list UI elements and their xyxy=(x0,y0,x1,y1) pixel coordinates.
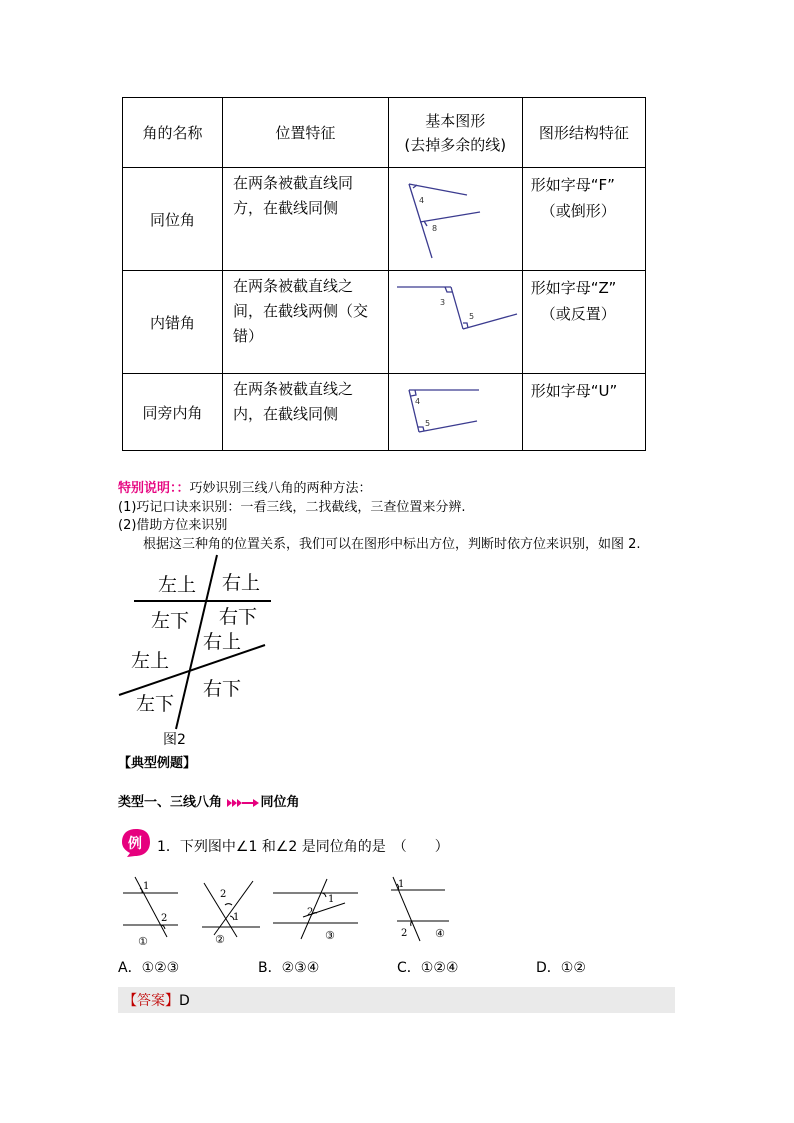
feature-line1: 形如字母“Z” xyxy=(530,279,617,297)
angle-label: 2 xyxy=(307,907,314,918)
table-header-row xyxy=(123,98,646,168)
angle-label: 3 xyxy=(439,298,445,307)
angle-label: 8 xyxy=(431,224,437,233)
angle-label: 1 xyxy=(233,912,240,923)
type-title-main: 类型一、三线八角 xyxy=(118,795,223,810)
position-text: 在两条被截直线之内，在截线同侧 xyxy=(233,380,354,423)
example-question: 1．下列图中∠1 和∠2 是同位角的是 （ ） xyxy=(157,839,449,855)
header-name: 角的名称 xyxy=(123,98,223,168)
special-note-text: 巧妙识别三线八角的两种方法： xyxy=(189,481,372,496)
example-badge-label: 例 xyxy=(128,836,142,852)
region-label: 右上 xyxy=(203,631,242,653)
angle-label: 2 xyxy=(220,889,227,900)
answer-tag: 【答案】 xyxy=(123,993,179,1009)
type-title xyxy=(118,794,300,812)
figure-number: ④ xyxy=(435,927,445,940)
option-d[interactable]: D．①② xyxy=(536,960,586,976)
header-position: 位置特征 xyxy=(223,98,389,168)
method-1: (1)巧记口诀来识别：一看三线，二找截线，三查位置来分辨. xyxy=(118,500,466,515)
figure-2-caption: 图2 xyxy=(163,732,186,748)
method-2: (2)借助方位来识别 xyxy=(118,518,228,533)
header-shape-line1: 基本图形 xyxy=(425,111,486,130)
arrow-icon xyxy=(227,798,261,808)
answer-value: D xyxy=(179,993,190,1009)
feature-cell xyxy=(522,168,645,271)
feature-line1: 形如字母“F” xyxy=(530,176,615,194)
region-label: 右下 xyxy=(219,606,258,628)
special-note-label: 特别说明：： xyxy=(118,481,190,496)
header-shape xyxy=(388,98,522,168)
example-figures xyxy=(115,875,475,945)
angle-types-table xyxy=(122,97,646,451)
f-shape-figure xyxy=(389,168,522,270)
angle-label: 2 xyxy=(161,913,168,924)
feature-cell xyxy=(522,271,645,374)
region-label: 左下 xyxy=(151,610,190,632)
region-label: 右上 xyxy=(222,572,261,594)
shape-cell xyxy=(388,271,522,374)
position-cell xyxy=(223,168,389,271)
table-row xyxy=(123,374,646,451)
option-a[interactable]: A．①②③ xyxy=(118,960,180,976)
example-badge-icon xyxy=(121,828,151,858)
type-title-sub: 同位角 xyxy=(260,795,300,810)
position-text: 在两条被截直线之间，在截线两侧（交错） xyxy=(233,277,369,345)
angle-label: 1 xyxy=(328,894,335,905)
angle-label: 5 xyxy=(468,312,474,321)
region-label: 左上 xyxy=(131,650,170,672)
section-title: 【典型例题】 xyxy=(118,756,197,771)
z-shape-figure xyxy=(389,271,522,373)
answer-box xyxy=(118,987,675,1013)
angle-label: 4 xyxy=(418,196,424,205)
region-label: 左下 xyxy=(136,693,175,715)
method-2-detail: 根据这三种角的位置关系，我们可以在图形中标出方位，判断时依方位来识别，如图 2. xyxy=(143,537,641,552)
shape-cell xyxy=(388,374,522,451)
feature-line2: （或倒形） xyxy=(540,202,616,220)
angle-label: 5 xyxy=(424,419,430,428)
angle-name: 同旁内角 xyxy=(123,374,223,451)
table-row xyxy=(123,271,646,374)
header-structure: 图形结构特征 xyxy=(522,98,645,168)
angle-label: 1 xyxy=(143,881,150,892)
position-cell xyxy=(223,374,389,451)
angle-label: 1 xyxy=(398,879,405,890)
region-label: 左上 xyxy=(158,574,197,596)
angle-label: 4 xyxy=(414,397,420,406)
feature-line1: 形如字母“U” xyxy=(530,382,618,400)
angle-name: 同位角 xyxy=(123,168,223,271)
angle-label: 2 xyxy=(401,928,408,939)
answer-options xyxy=(0,957,794,979)
figure-number: ③ xyxy=(325,929,335,942)
feature-cell xyxy=(522,374,645,451)
region-label: 右下 xyxy=(203,678,242,700)
position-cell xyxy=(223,271,389,374)
figure-number: ② xyxy=(215,933,225,945)
figure-number: ① xyxy=(138,935,148,945)
answer-line xyxy=(123,990,190,1010)
table-row xyxy=(123,168,646,271)
header-shape-line2: (去掉多余的线) xyxy=(404,135,507,154)
option-b[interactable]: B．②③④ xyxy=(258,960,320,976)
angle-name: 内错角 xyxy=(123,271,223,374)
special-note xyxy=(118,480,372,498)
shape-cell xyxy=(388,168,522,271)
position-text: 在两条被截直线同方，在截线同侧 xyxy=(233,174,354,217)
figure-2-diagram xyxy=(116,553,271,733)
feature-line2: （或反置） xyxy=(540,305,616,323)
u-shape-figure xyxy=(389,374,522,450)
option-c[interactable]: C．①②④ xyxy=(397,960,459,976)
